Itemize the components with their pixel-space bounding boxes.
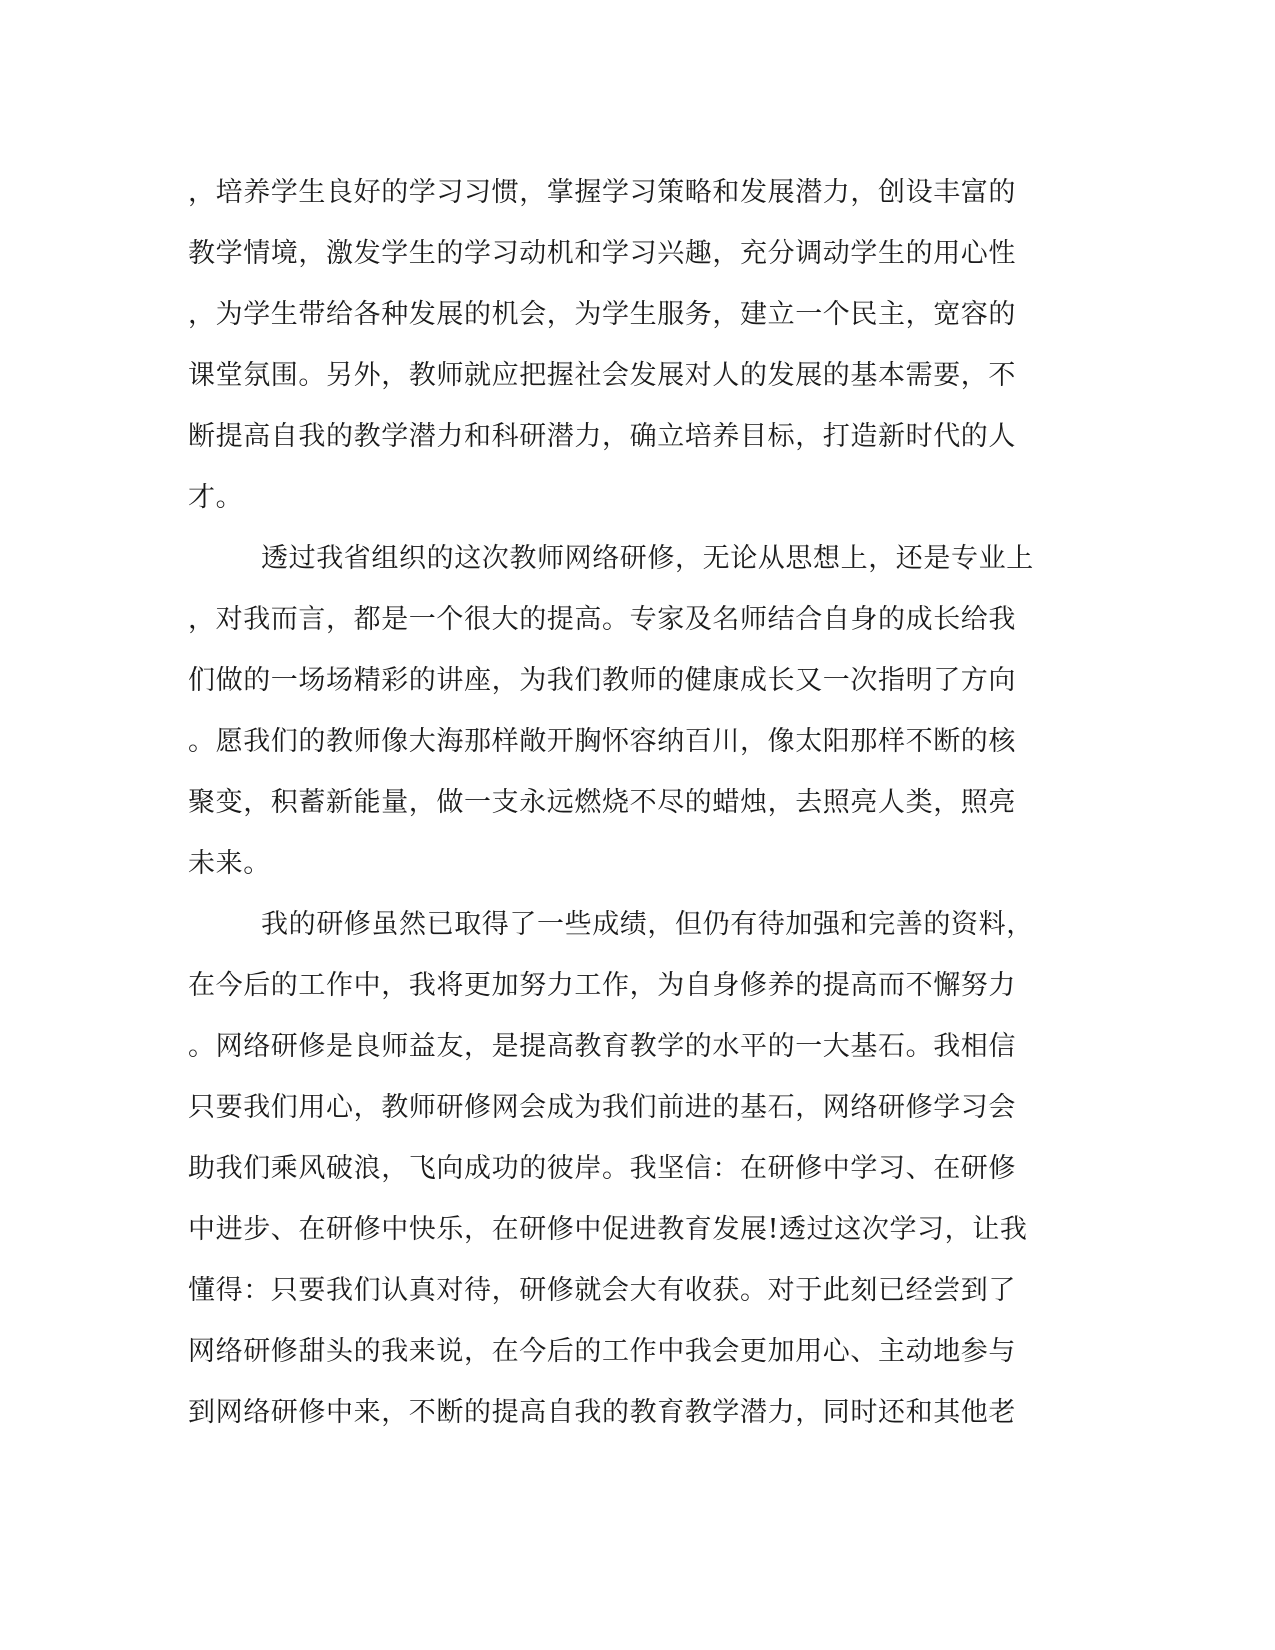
text-line: 教学情境，激发学生的学习动机和学习兴趣，充分调动学生的用心性 bbox=[188, 238, 1016, 269]
text-line: 。愿我们的教师像大海那样敞开胸怀容纳百川，像太阳那样不断的核 bbox=[188, 726, 1016, 757]
text-line: 网络研修甜头的我来说，在今后的工作中我会更加用心、主动地参与 bbox=[188, 1336, 1016, 1367]
paragraph-first-line: 我的研修虽然已取得了一些成绩，但仍有待加强和完善的资料， bbox=[261, 909, 1034, 940]
text-line: ，培养学生良好的学习习惯，掌握学习策略和发展潜力，创设丰富的 bbox=[188, 177, 1016, 208]
text-line: ，为学生带给各种发展的机会，为学生服务，建立一个民主，宽容的 bbox=[188, 299, 1016, 330]
text-line: 未来。 bbox=[188, 848, 271, 879]
text-line: 助我们乘风破浪，飞向成功的彼岸。我坚信：在研修中学习、在研修 bbox=[188, 1153, 1016, 1184]
text-line: 们做的一场场精彩的讲座，为我们教师的健康成长又一次指明了方向 bbox=[188, 665, 1016, 696]
text-line: 。网络研修是良师益友，是提高教育教学的水平的一大基石。我相信 bbox=[188, 1031, 1016, 1062]
text-line: 到网络研修中来，不断的提高自我的教育教学潜力，同时还和其他老 bbox=[188, 1397, 1016, 1428]
paragraph-first-line: 透过我省组织的这次教师网络研修，无论从思想上，还是专业上 bbox=[261, 543, 1034, 574]
text-line: ，对我而言，都是一个很大的提高。专家及名师结合自身的成长给我 bbox=[188, 604, 1016, 635]
text-line: 懂得：只要我们认真对待，研修就会大有收获。对于此刻已经尝到了 bbox=[188, 1275, 1016, 1306]
text-line: 中进步、在研修中快乐，在研修中促进教育发展!透过这次学习，让我 bbox=[188, 1214, 1028, 1245]
text-line: 只要我们用心，教师研修网会成为我们前进的基石，网络研修学习会 bbox=[188, 1092, 1016, 1123]
body-text bbox=[188, 162, 1088, 1443]
text-line: 聚变，积蓄新能量，做一支永远燃烧不尽的蜡烛，去照亮人类，照亮 bbox=[188, 787, 1016, 818]
text-line: 断提高自我的教学潜力和科研潜力，确立培养目标，打造新时代的人 bbox=[188, 421, 1016, 452]
text-line: 课堂氛围。另外，教师就应把握社会发展对人的发展的基本需要，不 bbox=[188, 360, 1016, 391]
text-line: 才。 bbox=[188, 482, 244, 513]
text-line: 在今后的工作中，我将更加努力工作，为自身修养的提高而不懈努力 bbox=[188, 970, 1016, 1001]
